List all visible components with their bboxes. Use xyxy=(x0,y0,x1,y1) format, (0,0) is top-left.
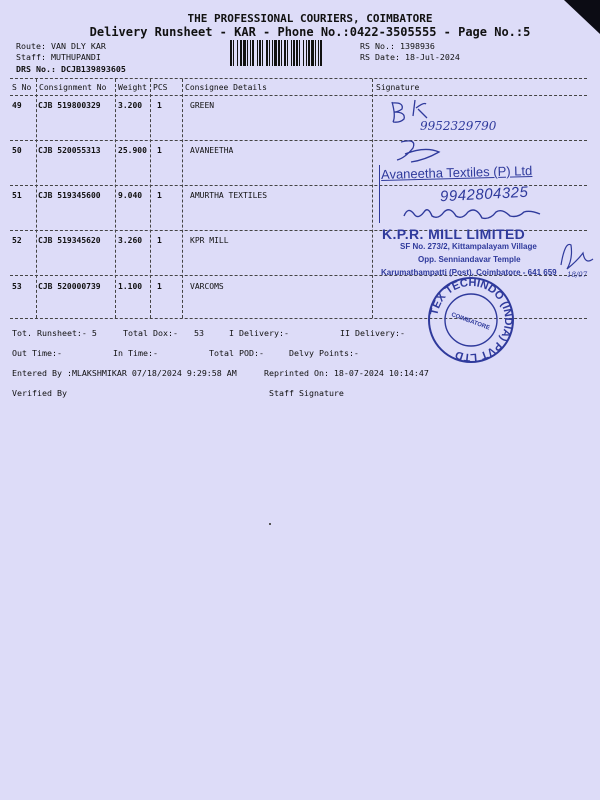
barcode-bar xyxy=(262,40,263,66)
drs-number: DRS No.: DCJB139893605 xyxy=(16,64,126,74)
barcode-bar xyxy=(299,40,300,66)
row-weight: 9.040 xyxy=(118,191,143,200)
barcode-bar xyxy=(272,40,273,66)
avaneetha-stamp: Avaneetha Textiles (P) Ltd xyxy=(380,163,533,182)
barcode-bar xyxy=(281,40,282,66)
row-pcs: 1 xyxy=(157,146,162,155)
row-weight: 25.900 xyxy=(118,146,147,155)
ii-delivery: II Delivery:- xyxy=(340,328,405,338)
row-sno: 50 xyxy=(12,146,22,155)
initials-signature xyxy=(553,235,598,280)
barcode-bar xyxy=(237,40,238,66)
row-consignment: CJB 520000739 xyxy=(38,282,101,291)
row-pcs: 1 xyxy=(157,236,162,245)
col-divider xyxy=(182,79,183,318)
barcode-bar xyxy=(318,40,319,66)
row-sno: 52 xyxy=(12,236,22,245)
tamil-signature xyxy=(400,202,550,226)
handwritten-phone: 9952329790 xyxy=(420,119,497,133)
runsheet-subtitle: Delivery Runsheet - KAR - Phone No.:0422-3505555 - Page No.:5 xyxy=(89,25,531,39)
barcode-bar xyxy=(233,40,234,66)
stamp-border xyxy=(379,165,380,223)
kpr-stamp-line1: SF No. 273/2, Kittampalayam Village xyxy=(400,242,537,251)
barcode-bar xyxy=(320,40,322,66)
row-consignee: AVANEETHA xyxy=(190,146,234,155)
tot-runsheet: Tot. Runsheet:- 5 xyxy=(12,328,97,338)
speck xyxy=(269,523,271,525)
seal-center-text: COIMBATORE xyxy=(450,312,491,332)
signature-row-49 xyxy=(380,92,530,140)
row-consignment: CJB 519345620 xyxy=(38,236,101,245)
row-weight: 1.100 xyxy=(118,282,143,291)
row-pcs: 1 xyxy=(157,101,162,110)
kpr-stamp-line3: Karumathampatti (Post), Coimbatore - 641 659 xyxy=(381,268,557,277)
barcode-bar xyxy=(247,40,248,66)
row-consignment: CJB 519800329 xyxy=(38,101,101,110)
staff-label: Staff: MUTHUPANDI xyxy=(16,52,101,62)
i-delivery: I Delivery:- xyxy=(229,328,289,338)
barcode-bar xyxy=(293,40,295,66)
row-consignment: CJB 519345600 xyxy=(38,191,101,200)
rs-number: RS No.: 1398936 xyxy=(360,41,435,51)
col-header-sno: S No xyxy=(12,83,32,92)
route-label: Route: VAN DLY KAR xyxy=(16,41,106,51)
total-dox-value: 53 xyxy=(194,328,204,338)
barcode-bar xyxy=(284,40,286,66)
company-title: THE PROFESSIONAL COURIERS, COIMBATORE xyxy=(187,12,433,25)
signature-row-50 xyxy=(395,136,455,166)
barcode-bar xyxy=(240,40,242,66)
barcode-bar xyxy=(303,40,304,66)
col-header-pcs: PCS xyxy=(153,83,168,92)
barcode xyxy=(230,40,355,66)
col-header-consignee: Consignee Details xyxy=(185,83,267,92)
row-consignment: CJB 520055313 xyxy=(38,146,101,155)
barcode-bar xyxy=(257,40,258,66)
signature-date: 18/07 xyxy=(567,271,588,279)
col-divider xyxy=(150,79,151,318)
rs-date: RS Date: 18-Jul-2024 xyxy=(360,52,460,62)
col-divider xyxy=(115,79,116,318)
reprinted-on: Reprinted On: 18-07-2024 10:14:47 xyxy=(264,368,429,378)
col-divider xyxy=(36,79,37,318)
barcode-bar xyxy=(250,40,251,66)
row-divider xyxy=(10,140,587,141)
col-divider xyxy=(372,79,373,318)
row-sno: 53 xyxy=(12,282,22,291)
col-header-weight: Weight xyxy=(118,83,147,92)
in-time: In Time:- xyxy=(113,348,158,358)
seal-ring-text: TEX TECHINDO (INDIA) PVT LTD xyxy=(428,276,515,364)
row-pcs: 1 xyxy=(157,191,162,200)
kpr-stamp-name: K.P.R. MILL LIMITED xyxy=(382,226,526,242)
barcode-bar xyxy=(278,40,280,66)
col-header-signature: Signature xyxy=(376,83,420,92)
barcode-bar xyxy=(315,40,316,66)
barcode-bar xyxy=(308,40,310,66)
barcode-bar xyxy=(266,40,268,66)
avaneetha-phone: 9942804325 xyxy=(439,183,529,206)
row-pcs: 1 xyxy=(157,282,162,291)
barcode-bar xyxy=(243,40,246,66)
row-sno: 51 xyxy=(12,191,22,200)
row-sno: 49 xyxy=(12,101,22,110)
staff-signature-label: Staff Signature xyxy=(269,388,344,398)
verified-by: Verified By xyxy=(12,388,67,398)
delvy-points: Delvy Points:- xyxy=(289,348,359,358)
barcode-bar xyxy=(287,40,288,66)
barcode-bar xyxy=(259,40,261,66)
out-time: Out Time:- xyxy=(12,348,62,358)
barcode-bar xyxy=(230,40,232,66)
row-weight: 3.260 xyxy=(118,236,143,245)
col-header-consignment: Consignment No xyxy=(39,83,107,92)
barcode-bar xyxy=(274,40,277,66)
row-consignee: KPR MILL xyxy=(190,236,229,245)
row-weight: 3.200 xyxy=(118,101,143,110)
round-company-seal xyxy=(425,274,517,366)
barcode-bar xyxy=(252,40,254,66)
row-consignee: AMURTHA TEXTILES xyxy=(190,191,268,200)
barcode-bar xyxy=(269,40,270,66)
entered-by: Entered By :MLAKSHMIKAR 07/18/2024 9:29:58 AM xyxy=(12,368,237,378)
barcode-bar xyxy=(296,40,298,66)
total-pod: Total POD:- xyxy=(209,348,264,358)
row-consignee: GREEN xyxy=(190,101,215,110)
kpr-stamp-line2: Opp. Senniandavar Temple xyxy=(418,255,521,264)
barcode-bar xyxy=(306,40,307,66)
barcode-bar xyxy=(291,40,292,66)
total-dox-label: Total Dox:- xyxy=(123,328,178,338)
barcode-bar xyxy=(311,40,314,66)
table-top-rule xyxy=(10,78,587,79)
row-consignee: VARCOMS xyxy=(190,282,224,291)
